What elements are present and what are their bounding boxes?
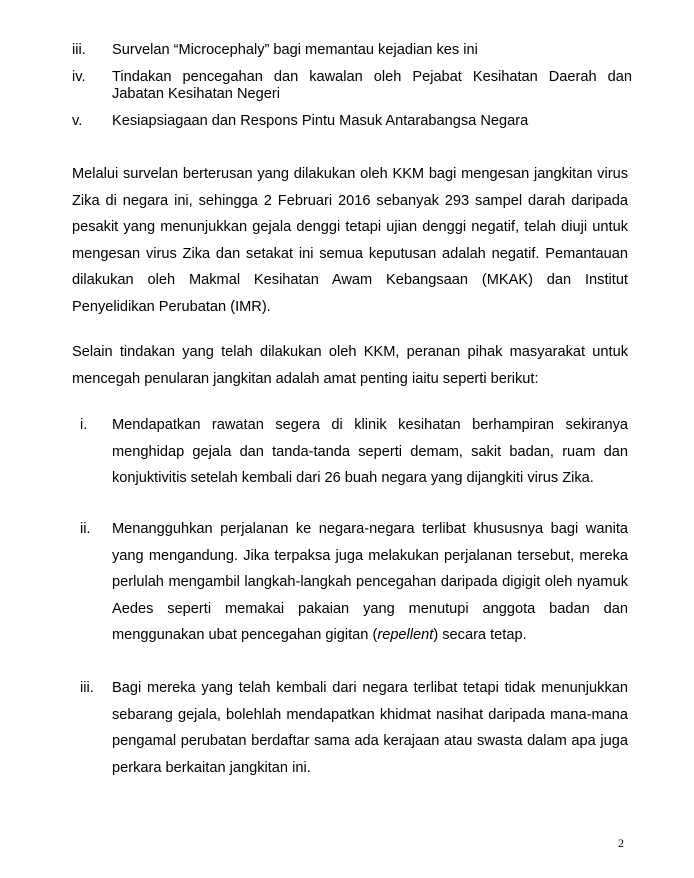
list-number: i. <box>80 417 88 433</box>
list-number: iii. <box>80 680 94 696</box>
list-text: Survelan “Microcephaly” bagi memantau kejadian kes ini <box>112 42 478 58</box>
list-text: Bagi mereka yang telah kembali dari negara terlibat tetapi tidak menunjukkan sebarang gejala, bolehlah mendapatkan khidmat nasihat daripada mana-mana pengamal perubatan berdaftar sama ada kerajaan atau swasta dalam apa juga perkara berkaitan jangkitan ini. <box>112 680 628 776</box>
list-item <box>72 516 632 649</box>
list-number: iii. <box>72 42 86 58</box>
surveillance-paragraph: Melalui survelan berterusan yang dilakukan oleh KKM bagi mengesan jangkitan virus Zika di negara ini, sehingga 2 Februari 2016 sebanyak 293 sampel darah daripada pesakit yang menunjukkan gejala denggi tetapi ujian denggi negatif, telah diuji untuk mengesan virus Zika dan setakat ini semua keputusan adalah negatif. Pemantauan dilakukan oleh Makmal Kesihatan Awam Kebangsaan (MKAK) dan Institut Penyelidikan Perubatan (IMR). <box>72 166 628 315</box>
list-item <box>72 675 632 781</box>
community-role-paragraph: Selain tindakan yang telah dilakukan oleh KKM, peranan pihak masyarakat untuk mencegah penularan jangkitan adalah amat penting iaitu seperti berikut: <box>72 344 628 387</box>
list-number: v. <box>72 113 83 129</box>
list-text: Mendapatkan rawatan segera di klinik kesihatan berhampiran sekiranya menghidap gejala dan tanda-tanda seperti demam, sakit badan, ruam dan konjuktivitis setelah kembali dari 26 buah negara yang dijangkiti virus Zika. <box>112 417 628 487</box>
measures-list <box>72 42 632 140</box>
list-number: iv. <box>72 69 86 85</box>
list-item <box>72 412 632 492</box>
list-text: Kesiapsiagaan dan Respons Pintu Masuk Antarabangsa Negara <box>112 113 529 129</box>
list-text-part: ) secara tetap. <box>433 627 527 644</box>
list-number: ii. <box>80 521 91 537</box>
list-text-part: Menangguhkan perjalanan ke negara-negara terlibat khususnya bagi wanita yang mengandung. Jika terpaksa juga melakukan perjalanan tersebut, mereka perlulah mengambil langkah-langkah pencegahan daripada digigit oleh nyamuk Aedes seperti memakai pakaian yang menutupi anggota badan dan menggunakan ubat pencegahan gigitan ( <box>112 521 628 644</box>
list-text <box>112 516 628 649</box>
list-text: Tindakan pencegahan dan kawalan oleh Pejabat Kesihatan Daerah dan Jabatan Kesihatan Negeri <box>112 69 632 102</box>
list-item <box>72 69 632 103</box>
page-number: 2 <box>618 836 624 850</box>
list-item <box>72 42 632 59</box>
list-item <box>72 113 632 130</box>
italic-term: repellent <box>377 627 434 644</box>
